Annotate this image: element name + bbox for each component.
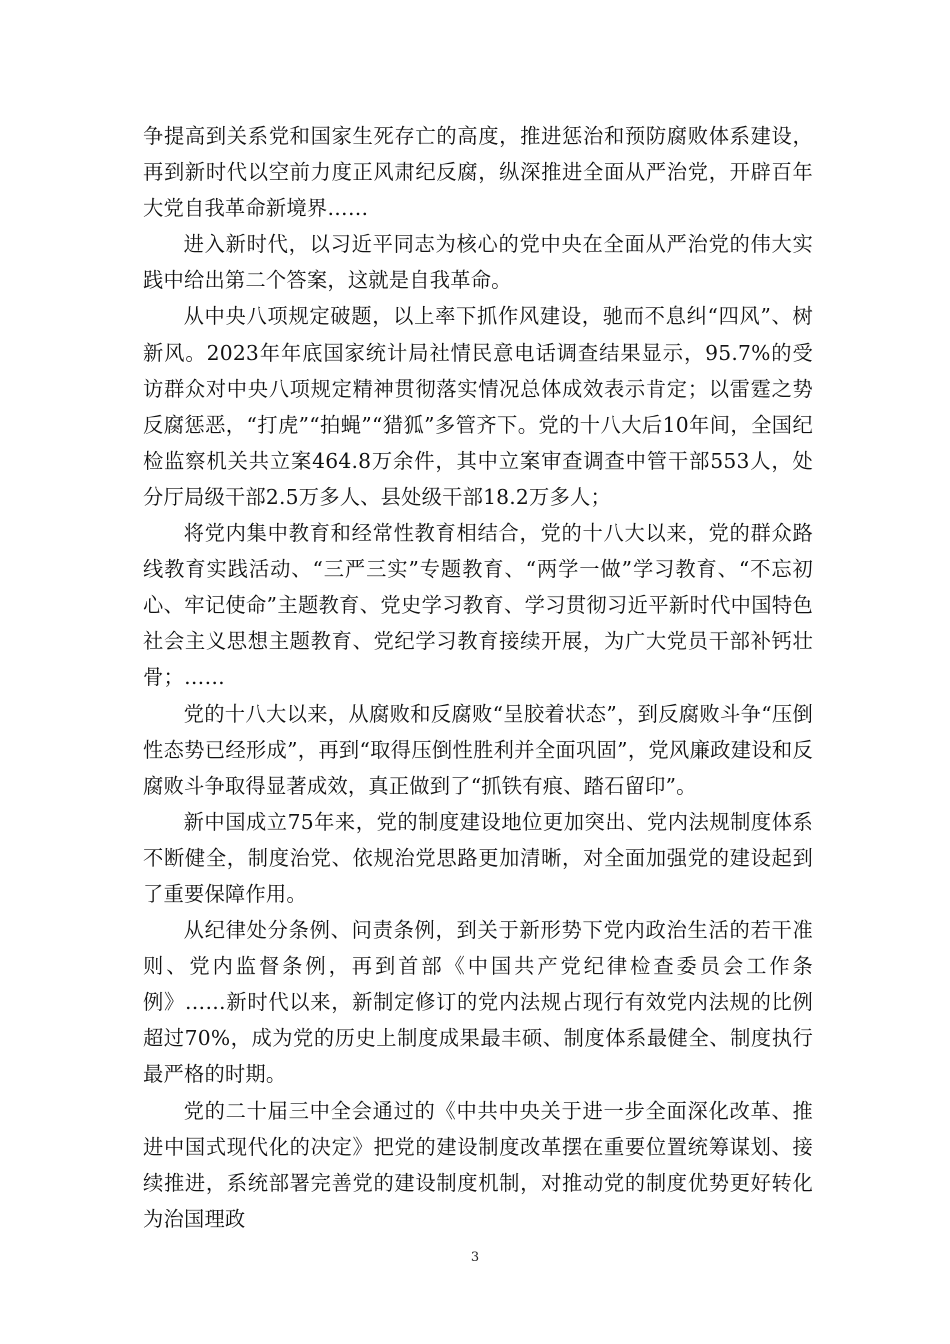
paragraph: 党的十八大以来，从腐败和反腐败“呈胶着状态”，到反腐败斗争“压倒性态势已经形成”，再到“取得压倒性胜利并全面巩固”，党风廉政建设和反腐败斗争取得显著成效，真正做到了“抓铁有痕、踏石留印”。 (143, 701, 813, 798)
paragraph: 将党内集中教育和经常性教育相结合，党的十八大以来，党的群众路线教育实践活动、“三严三实”专题教育、“两学一做”学习教育、“不忘初心、牢记使命”主题教育、党史学习教育、学习贯彻习近平新时代中国特色社会主义思想主题教育、党纪学习教育接续开展，为广大党员干部补钙壮骨；…… (143, 521, 813, 690)
paragraph: 从纪律处分条例、问责条例，到关于新形势下党内政治生活的若干准则、党内监督条例，再到首部《中国共产党纪律检查委员会工作条例》……新时代以来，新制定修订的党内法规占现行有效党内法规的比例超过70%，成为党的历史上制度成果最丰硕、制度体系最健全、制度执行最严格的时期。 (143, 918, 813, 1087)
page-number: 3 (470, 1250, 480, 1265)
paragraph: 新中国成立75年来，党的制度建设地位更加突出、党内法规制度体系不断健全，制度治党、依规治党思路更加清晰，对全面加强党的建设起到了重要保障作用。 (143, 809, 813, 906)
paragraph: 从中央八项规定破题，以上率下抓作风建设，驰而不息纠“四风”、树新风。2023年年底国家统计局社情民意电话调查结果显示，95.7%的受访群众对中央八项规定精神贯彻落实情况总体成效表示肯定；以雷霆之势反腐惩恶，“打虎”“拍蝇”“猎狐”多管齐下。党的十八大后10年间，全国纪检监察机关共立案464.8万余件，其中立案审查调查中管干部553人，处分厅局级干部2.5万多人、县处级干部18.2万多人； (143, 304, 813, 509)
paragraph-continuation: 争提高到关系党和国家生死存亡的高度，推进惩治和预防腐败体系建设，再到新时代以空前力度正风肃纪反腐，纵深推进全面从严治党，开辟百年大党自我革命新境界…… (143, 124, 813, 221)
document-body (143, 118, 813, 1237)
paragraph: 进入新时代，以习近平同志为核心的党中央在全面从严治党的伟大实践中给出第二个答案，这就是自我革命。 (143, 232, 813, 293)
paragraph: 党的二十届三中全会通过的《中共中央关于进一步全面深化改革、推进中国式现代化的决定》把党的建设制度改革摆在重要位置统筹谋划、接续推进，系统部署完善党的建设制度机制，对推动党的制度优势更好转化为治国理政 (143, 1098, 813, 1231)
